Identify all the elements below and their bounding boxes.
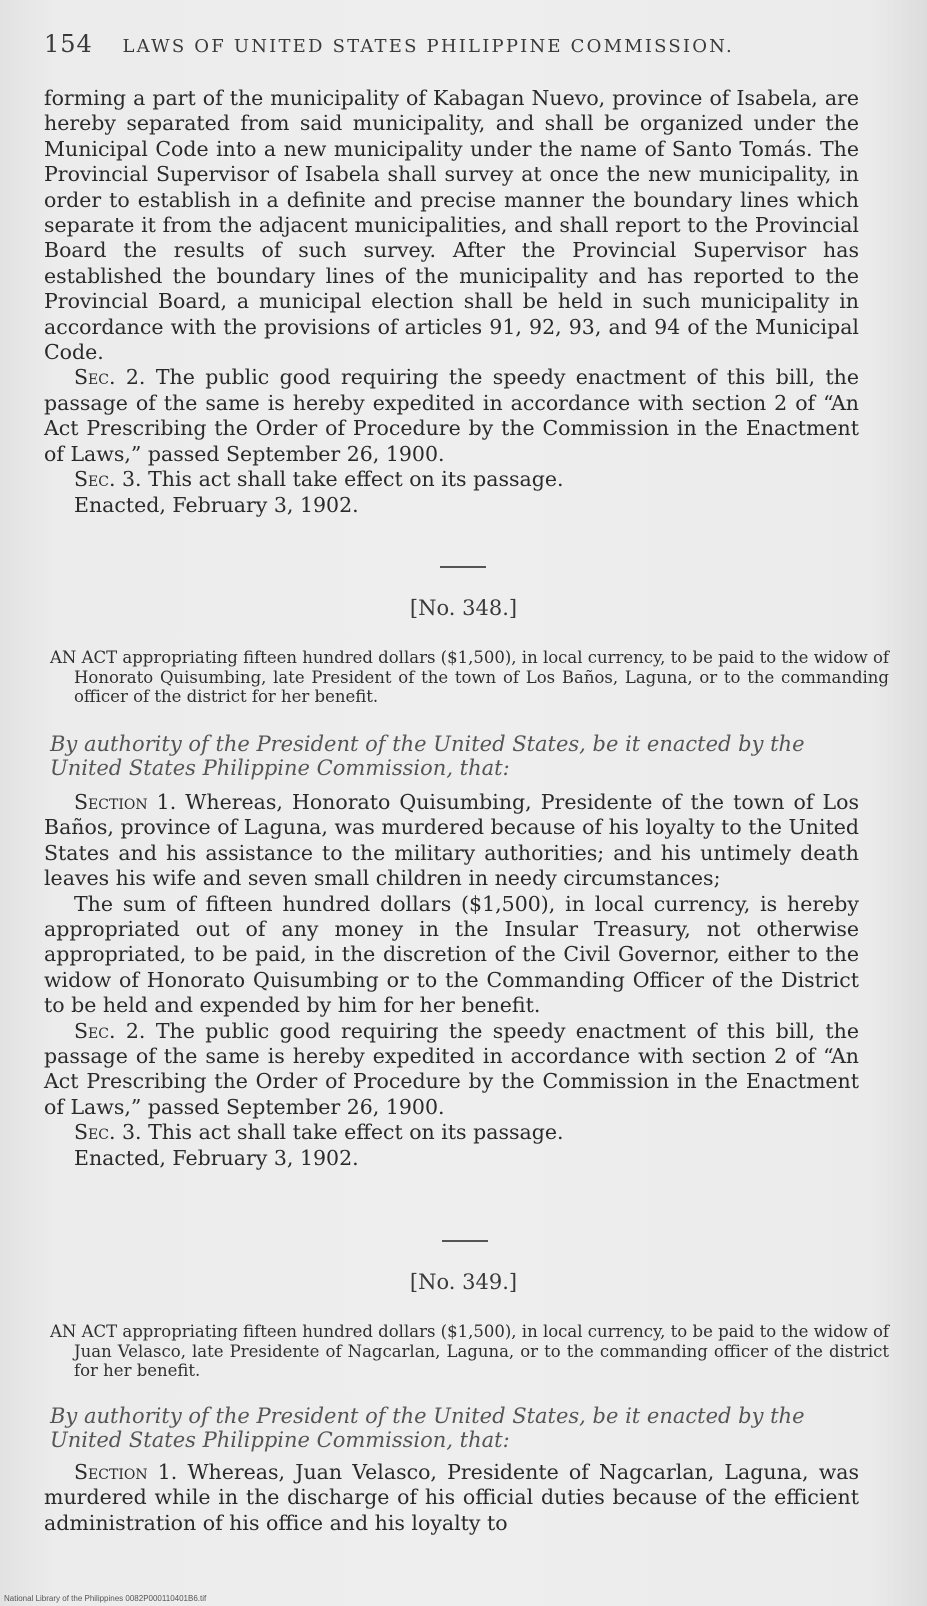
act-title: AN ACT appropriating fifteen hundred dollars ($1,500), in local currency, to be paid to the widow of Juan Velasco, late Presidente of Nagcarlan, Laguna, or to the commanding officer of the district for her benefit. xyxy=(50,1322,889,1380)
section-label: Sec. 2. xyxy=(74,1018,146,1043)
appropriation-paragraph: The sum of fifteen hundred dollars ($1,500), in local currency, is hereby appropriated out of any money in the Insular Treasury, not otherwise appropriated, to be paid, in the discretion of the Civil Governor, either to the widow of Honorato Quisumbing or to the Commanding Officer of the District to be held and expended by him for her benefit. xyxy=(44,891,859,1018)
section-label: Sec. 3. xyxy=(74,467,142,492)
section-text: This act shall take effect on its passage. xyxy=(148,1120,564,1145)
section-text: Whereas, Honorato Quisumbing, Presidente of the town of Los Baños, province of Laguna, was murdered because of his loyalty to the United States and his assistance to the military authorities; and his untimely death leaves his wife and seven small children in needy circumstances; xyxy=(44,790,859,891)
section-label: Sec. 2. xyxy=(74,365,146,390)
act-number: [No. 348.] xyxy=(409,596,518,620)
enacting-clause: By authority of the President of the United States, be it enacted by the United States Philippine Commission, that: xyxy=(50,732,805,780)
enacted-date: Enacted, February 3, 1902. xyxy=(74,492,359,517)
section-1 xyxy=(44,790,859,892)
section-label: Section 1. xyxy=(74,790,177,814)
continuation-section-2 xyxy=(44,365,859,467)
act-number: [No. 349.] xyxy=(409,1270,518,1294)
scan-footer: National Library of the Philippines 0082P000110401B6.tif xyxy=(4,1594,207,1603)
enacting-clause: By authority of the President of the United States, be it enacted by the United States Philippine Commission, that: xyxy=(50,1404,805,1452)
section-label: Sec. 3. xyxy=(74,1120,142,1145)
running-title: LAWS OF UNITED STATES PHILIPPINE COMMISSION. xyxy=(122,36,734,57)
section-3 xyxy=(44,1120,859,1145)
section-label: Section 1. xyxy=(74,1460,178,1484)
act-348-body xyxy=(44,790,859,1171)
section-2 xyxy=(44,1019,859,1121)
section-text: The public good requiring the speedy enactment of this bill, the passage of the same is hereby expedited in accordance with section 2 of “An Act Prescribing the Order of Procedure by the Commission in the Enactment of Laws,” passed September 26, 1900. xyxy=(44,1018,859,1119)
page-number: 154 xyxy=(44,30,93,58)
section-text: Whereas, Juan Velasco, Presidente of Nagcarlan, Laguna, was murdered while in the discharge of his official duties because of the efficient administration of his office and his loyalty to xyxy=(44,1460,859,1535)
continuation-section-3 xyxy=(44,467,859,492)
section-text: This act shall take effect on its passage. xyxy=(148,467,564,492)
section-divider xyxy=(440,566,486,568)
section-1 xyxy=(44,1460,859,1536)
continuation-paragraph: forming a part of the municipality of Kabagan Nuevo, province of Isabela, are hereby separated from said municipality, and shall be organized under the Municipal Code into a new municipality under the name of Santo Tomás. The Provincial Supervisor of Isabela shall survey at once the new municipality, in order to establish in a definite and precise manner the boundary lines which separate it from the adjacent municipalities, and shall report to the Provincial Board the results of such survey. After the Provincial Supervisor has established the boundary lines of the municipality and has reported to the Provincial Board, a municipal election shall be held in such municipality in accordance with the provisions of articles 91, 92, 93, and 94 of the Municipal Code. xyxy=(44,86,859,365)
continuation-block xyxy=(44,86,859,518)
act-title: AN ACT appropriating fifteen hundred dollars ($1,500), in local currency, to be paid to the widow of Honorato Quisumbing, late President of the town of Los Baños, Laguna, or to the commanding officer of the district for her benefit. xyxy=(50,648,889,706)
section-divider xyxy=(442,1240,488,1242)
enacted-date: Enacted, February 3, 1902. xyxy=(74,1145,359,1170)
section-text: The public good requiring the speedy enactment of this bill, the passage of the same is hereby expedited in accordance with section 2 of “An Act Prescribing the Order of Procedure by the Commission in the Enactment of Laws,” passed September 26, 1900. xyxy=(44,365,859,466)
page-header xyxy=(44,30,874,58)
act-349-body xyxy=(44,1460,859,1536)
